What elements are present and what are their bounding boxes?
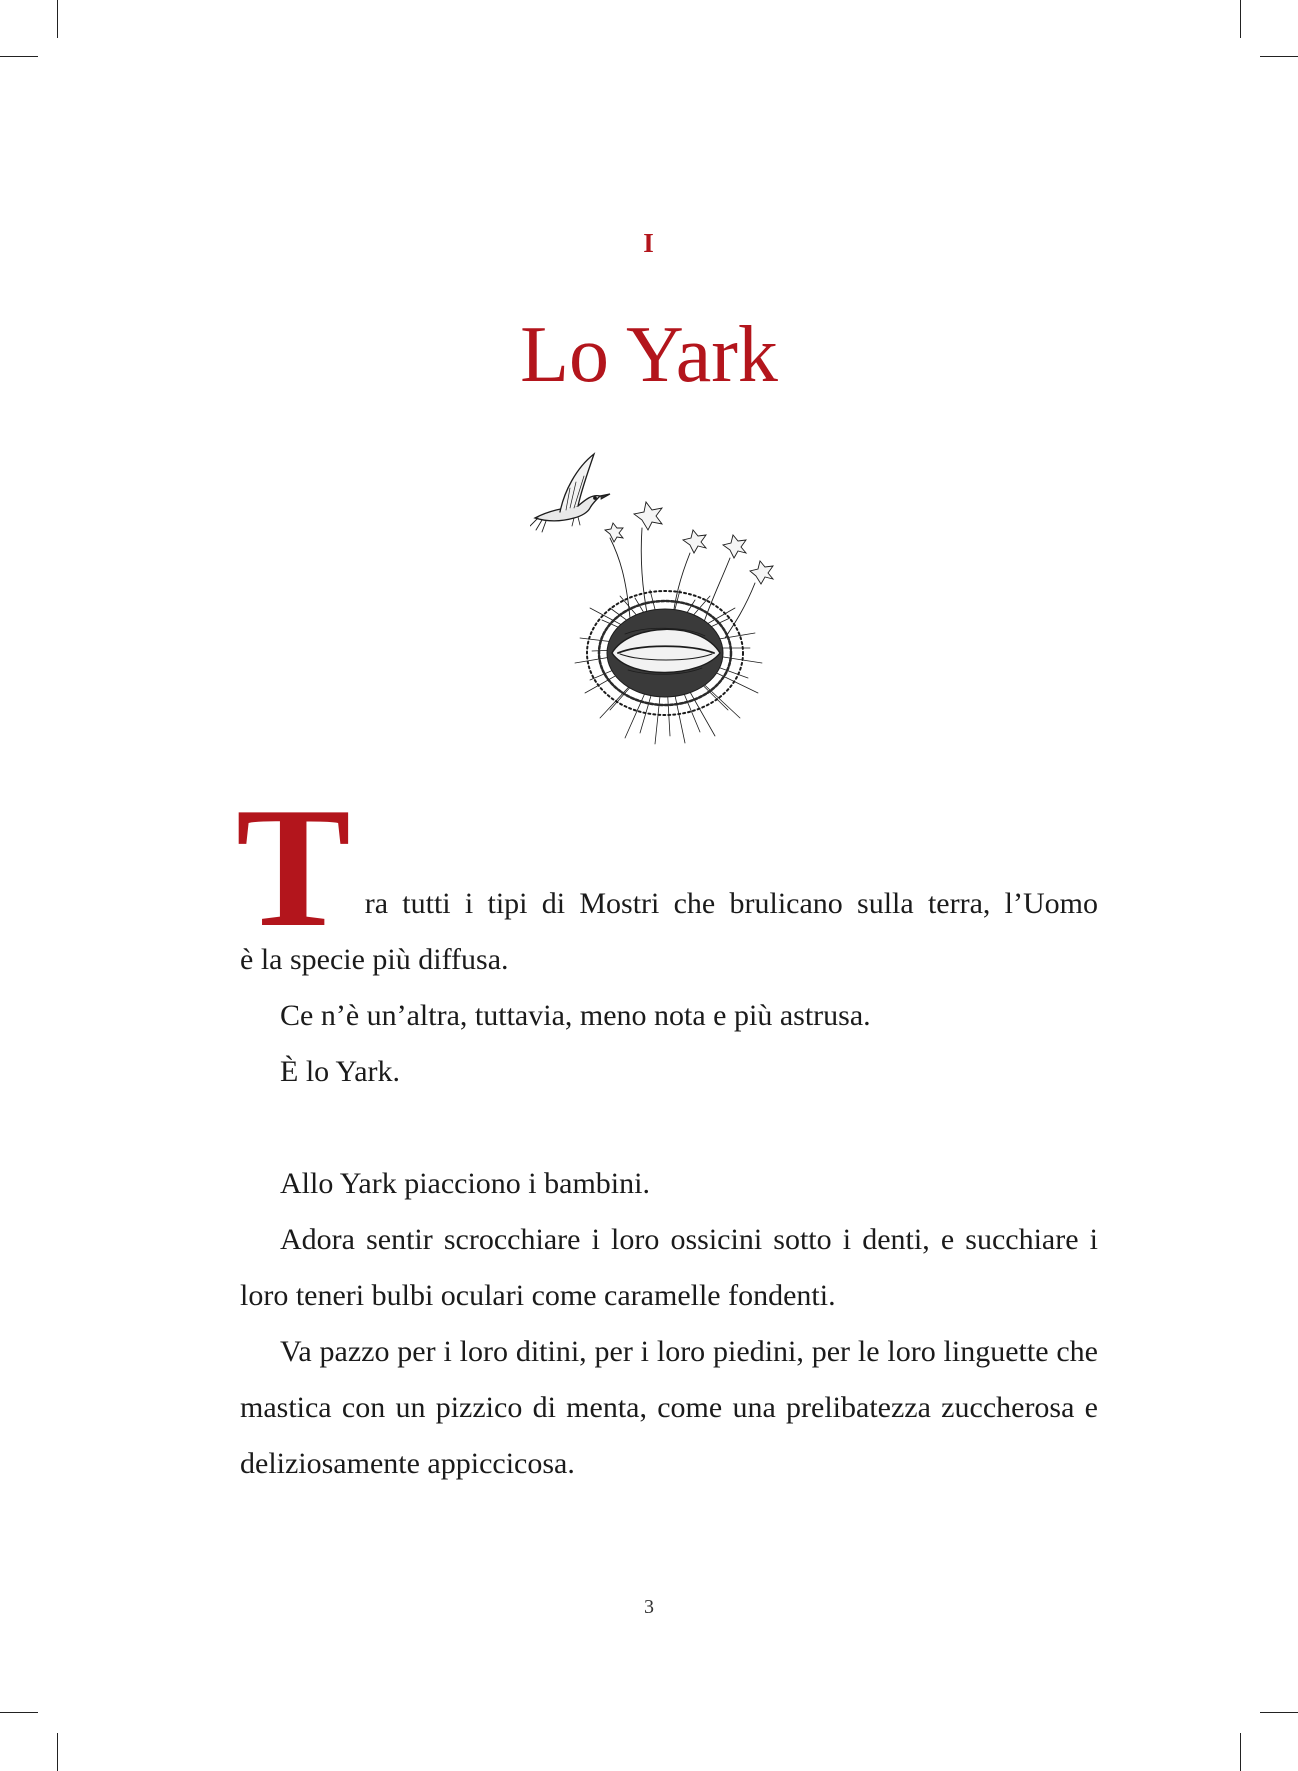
- section-break: [240, 1100, 1098, 1156]
- crop-mark-bottom-right-vertical: [1240, 1733, 1241, 1771]
- chapter-title: Lo Yark: [520, 311, 778, 399]
- crop-mark-top-left-horizontal: [0, 56, 38, 57]
- paragraph-5: Adora sentir scrocchiare i loro ossicini sotto i denti, e succhiare i loro teneri bulbi oculari come caramelle fondenti.: [240, 1223, 1098, 1312]
- body-text: [236, 773, 1098, 1492]
- paragraph-6: Va pazzo per i loro ditini, per i loro piedini, per le loro linguette che mastica con un pizzico di menta, come una prelibatezza zuccherosa e deliziosamente appiccicosa.: [240, 1335, 1098, 1480]
- paragraph-1-end: è la specie più diffusa.: [240, 943, 509, 976]
- paragraph-3: È lo Yark.: [280, 1055, 401, 1088]
- crop-mark-bottom-left-horizontal: [0, 1712, 38, 1713]
- paragraph-4: Allo Yark piacciono i bambini.: [280, 1167, 650, 1200]
- crop-mark-top-left-vertical: [57, 0, 58, 38]
- crop-mark-top-right-vertical: [1240, 0, 1241, 38]
- crop-mark-bottom-right-horizontal: [1260, 1712, 1298, 1713]
- crop-mark-top-right-horizontal: [1260, 56, 1298, 57]
- yark-creature-with-bird-illustration: [530, 448, 800, 748]
- page-number: 3: [644, 1596, 654, 1618]
- chapter-number: I: [643, 228, 655, 258]
- crop-mark-bottom-left-vertical: [57, 1733, 58, 1771]
- first-line: ra tutti i tipi di Mostri che brulicano sulla terra, l’Uomo: [364, 887, 1098, 920]
- drop-cap: T: [236, 773, 351, 963]
- paragraph-2: Ce n’è un’altra, tuttavia, meno nota e più astrusa.: [280, 999, 871, 1032]
